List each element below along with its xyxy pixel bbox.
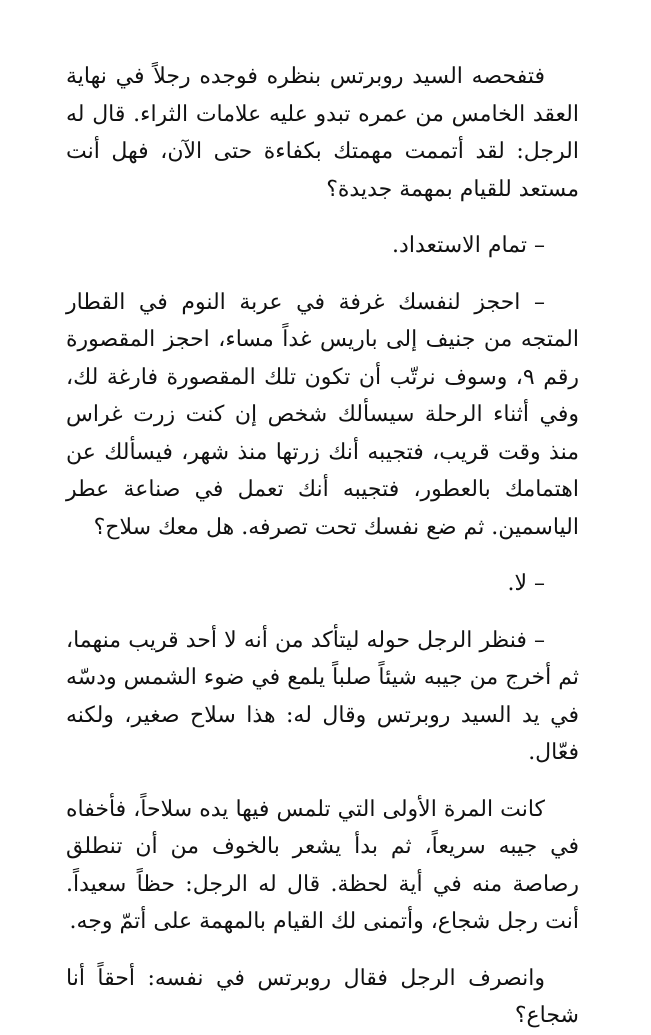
paragraph-instructions: – احجز لنفسك غرفة في عربة النوم في القطار المتجه من جنيف إلى باريس غداً مساء، احجز المقصورة رقم ٩، وسوف نرتّب أن تكون تلك المقصورة فارغة لك، وفي أثناء الرحلة سيسألك شخص إن كنت زرت غراس منذ وقت قريب، فتجيبه أنك زرتها منذ شهر، فيسألك عن اهتمامك بالعطور، فتجيبه أنك تعمل في صناعة عطر الياسمين. ثم ضع نفسك تحت تصرفه. هل معك سلاح؟ — [66, 289, 579, 540]
paragraph-reply-no: – لا. — [507, 571, 545, 596]
paragraph-weapon: – فنظر الرجل حوله ليتأكد من أنه لا أحد قريب منهما، ثم أخرج من جيبه شيئاً صلباً يلمع في ضوء الشمس ودسّه في يد السيد روبرتس وقال له: هذا سلاح صغير، ولكنه فعّال. — [66, 627, 579, 765]
paragraph-first-time: كانت المرة الأولى التي تلمس فيها يده سلاحاً، فأخفاه في جيبه سريعاً، ثم بدأ يشعر بالخوف من أن تنطلق رصاصة منه في أية لحظة. قال له الرجل: حظاً سعيداً. أنت رجل شجاع، وأتمنى لك القيام بالمهمة على أتمّ وجه. — [66, 796, 579, 934]
paragraph-description: فتفحصه السيد روبرتس بنظره فوجده رجلاً في نهاية العقد الخامس من عمره تبدو عليه علامات الثراء. قال له الرجل: لقد أتممت مهمتك بكفاءة حتى الآن، فهل أنت مستعد للقيام بمهمة جديدة؟ — [66, 64, 579, 202]
paragraph-reply-ready: – تمام الاستعداد. — [392, 233, 545, 258]
paragraph-departure: وانصرف الرجل فقال روبرتس في نفسه: أحقاً أنا شجاع؟ — [66, 965, 579, 1028]
